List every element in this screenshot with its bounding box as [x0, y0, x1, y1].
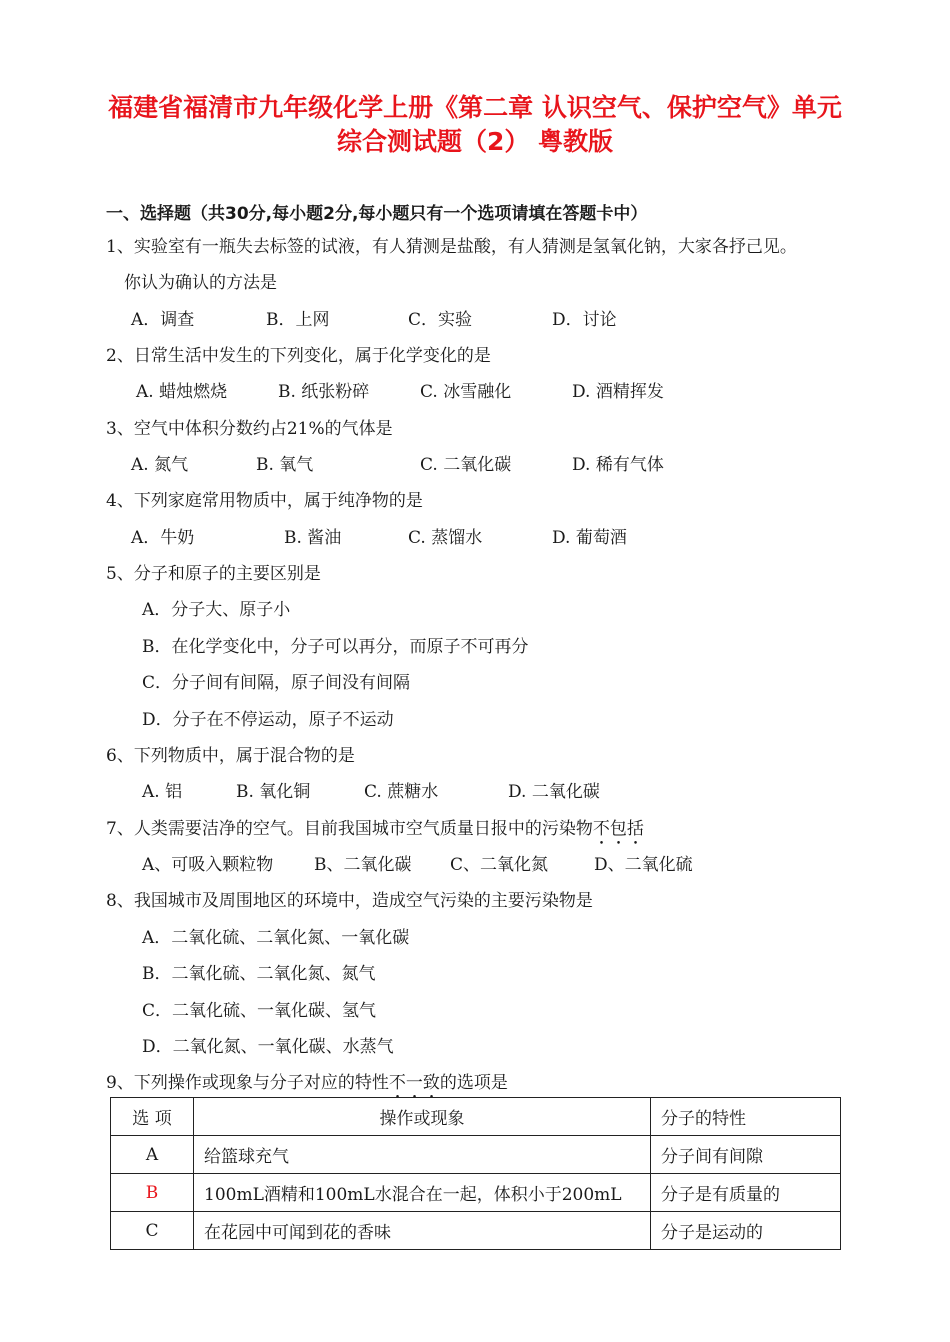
q1-option-d: D．讨论	[552, 310, 617, 330]
title-line-1: 福建省福清市九年级化学上册《第二章 认识空气、保护空气》单元	[108, 93, 842, 122]
q9-stem-tail: 的选项是	[439, 1073, 508, 1093]
q5-stem: 5、分子和原子的主要区别是	[106, 564, 321, 584]
table-row	[111, 1174, 841, 1212]
table-header-row	[111, 1098, 841, 1136]
q7-stem-emphasis: 不包括	[592, 819, 644, 839]
q6-option-a: A. 铝	[142, 782, 183, 802]
table-cell-operation: 给篮球充气	[194, 1136, 651, 1174]
q2-option-d: D. 酒精挥发	[572, 382, 664, 402]
table-row	[111, 1212, 841, 1250]
q8-option-a: A．二氧化硫、二氧化氮、一氧化碳	[142, 928, 410, 948]
q3-option-b: B. 氧气	[256, 455, 314, 475]
table-cell-property: 分子是有质量的	[651, 1174, 841, 1212]
table-cell-option: C	[111, 1212, 194, 1250]
table-cell-property: 分子间有间隙	[651, 1136, 841, 1174]
q5-option-c: C．分子间有间隔，原子间没有间隔	[142, 673, 411, 693]
q6-stem: 6、下列物质中，属于混合物的是	[106, 746, 355, 766]
table-header-option: 选 项	[111, 1098, 194, 1136]
q6-option-d: D. 二氧化碳	[508, 782, 600, 802]
q7-stem	[106, 818, 644, 849]
q1-option-b: B．上网	[266, 310, 330, 330]
table-cell-property: 分子是运动的	[651, 1212, 841, 1250]
q5-option-d: D．分子在不停运动，原子不运动	[142, 710, 394, 730]
q7-option-a: A、可吸入颗粒物	[142, 855, 274, 875]
q4-option-d: D. 葡萄酒	[552, 528, 627, 548]
q9-stem-text: 9、下列操作或现象与分子对应的特性	[106, 1073, 389, 1093]
q2-stem: 2、日常生活中发生的下列变化，属于化学变化的是	[106, 346, 491, 366]
q8-option-d: D．二氧化氮、一氧化碳、水蒸气	[142, 1037, 394, 1057]
table-cell-option: B	[111, 1174, 194, 1212]
q4-option-a: A．牛奶	[131, 528, 195, 548]
table-cell-option: A	[111, 1136, 194, 1174]
q5-option-b: B．在化学变化中，分子可以再分，而原子不可再分	[142, 637, 529, 657]
q7-option-b: B、二氧化碳	[314, 855, 412, 875]
q2-option-b: B. 纸张粉碎	[278, 382, 370, 402]
section-heading: 一、选择题（共30分,每小题2分,每小题只有一个选项请填在答题卡中）	[106, 204, 648, 224]
table-row	[111, 1136, 841, 1174]
q1-stem-line-2: 你认为确认的方法是	[124, 273, 277, 293]
q6-option-b: B. 氧化铜	[236, 782, 311, 802]
q8-option-c: C．二氧化硫、一氧化碳、氢气	[142, 1001, 377, 1021]
table-header-property: 分子的特性	[651, 1098, 841, 1136]
q4-stem: 4、下列家庭常用物质中，属于纯净物的是	[106, 491, 423, 511]
table-header-operation: 操作或现象	[194, 1098, 651, 1136]
q7-option-c: C、二氧化氮	[450, 855, 549, 875]
q4-option-b: B. 酱油	[284, 528, 342, 548]
q9-stem-emphasis: 不一致	[388, 1073, 440, 1093]
q1-stem-line-1: 1、实验室有一瓶失去标签的试液，有人猜测是盐酸，有人猜测是氢氧化钠，大家各抒己见。	[106, 237, 797, 257]
q7-option-d: D、二氧化硫	[594, 855, 693, 875]
q5-option-a: A．分子大、原子小	[142, 600, 291, 620]
table-cell-operation: 100mL酒精和100mL水混合在一起，体积小于200mL	[194, 1174, 651, 1212]
q6-option-c: C. 蔗糖水	[364, 782, 439, 802]
q1-option-a: A．调查	[131, 310, 195, 330]
q2-option-c: C. 冰雪融化	[420, 382, 512, 402]
q3-option-a: A. 氮气	[131, 455, 189, 475]
q1-option-c: C．实验	[408, 310, 473, 330]
table-cell-operation: 在花园中可闻到花的香味	[194, 1212, 651, 1250]
q4-option-c: C. 蒸馏水	[408, 528, 483, 548]
q3-option-d: D. 稀有气体	[572, 455, 664, 475]
q3-option-c: C. 二氧化碳	[420, 455, 512, 475]
q9-table	[110, 1097, 841, 1250]
q8-stem: 8、我国城市及周围地区的环境中，造成空气污染的主要污染物是	[106, 891, 593, 911]
q7-stem-text: 7、人类需要洁净的空气。目前我国城市空气质量日报中的污染物	[106, 819, 593, 839]
title-line-2: 综合测试题（2） 粤教版	[336, 127, 614, 156]
q3-stem: 3、空气中体积分数约占21%的气体是	[106, 419, 393, 439]
q8-option-b: B．二氧化硫、二氧化氮、氮气	[142, 964, 376, 984]
q2-option-a: A. 蜡烛燃烧	[136, 382, 228, 402]
